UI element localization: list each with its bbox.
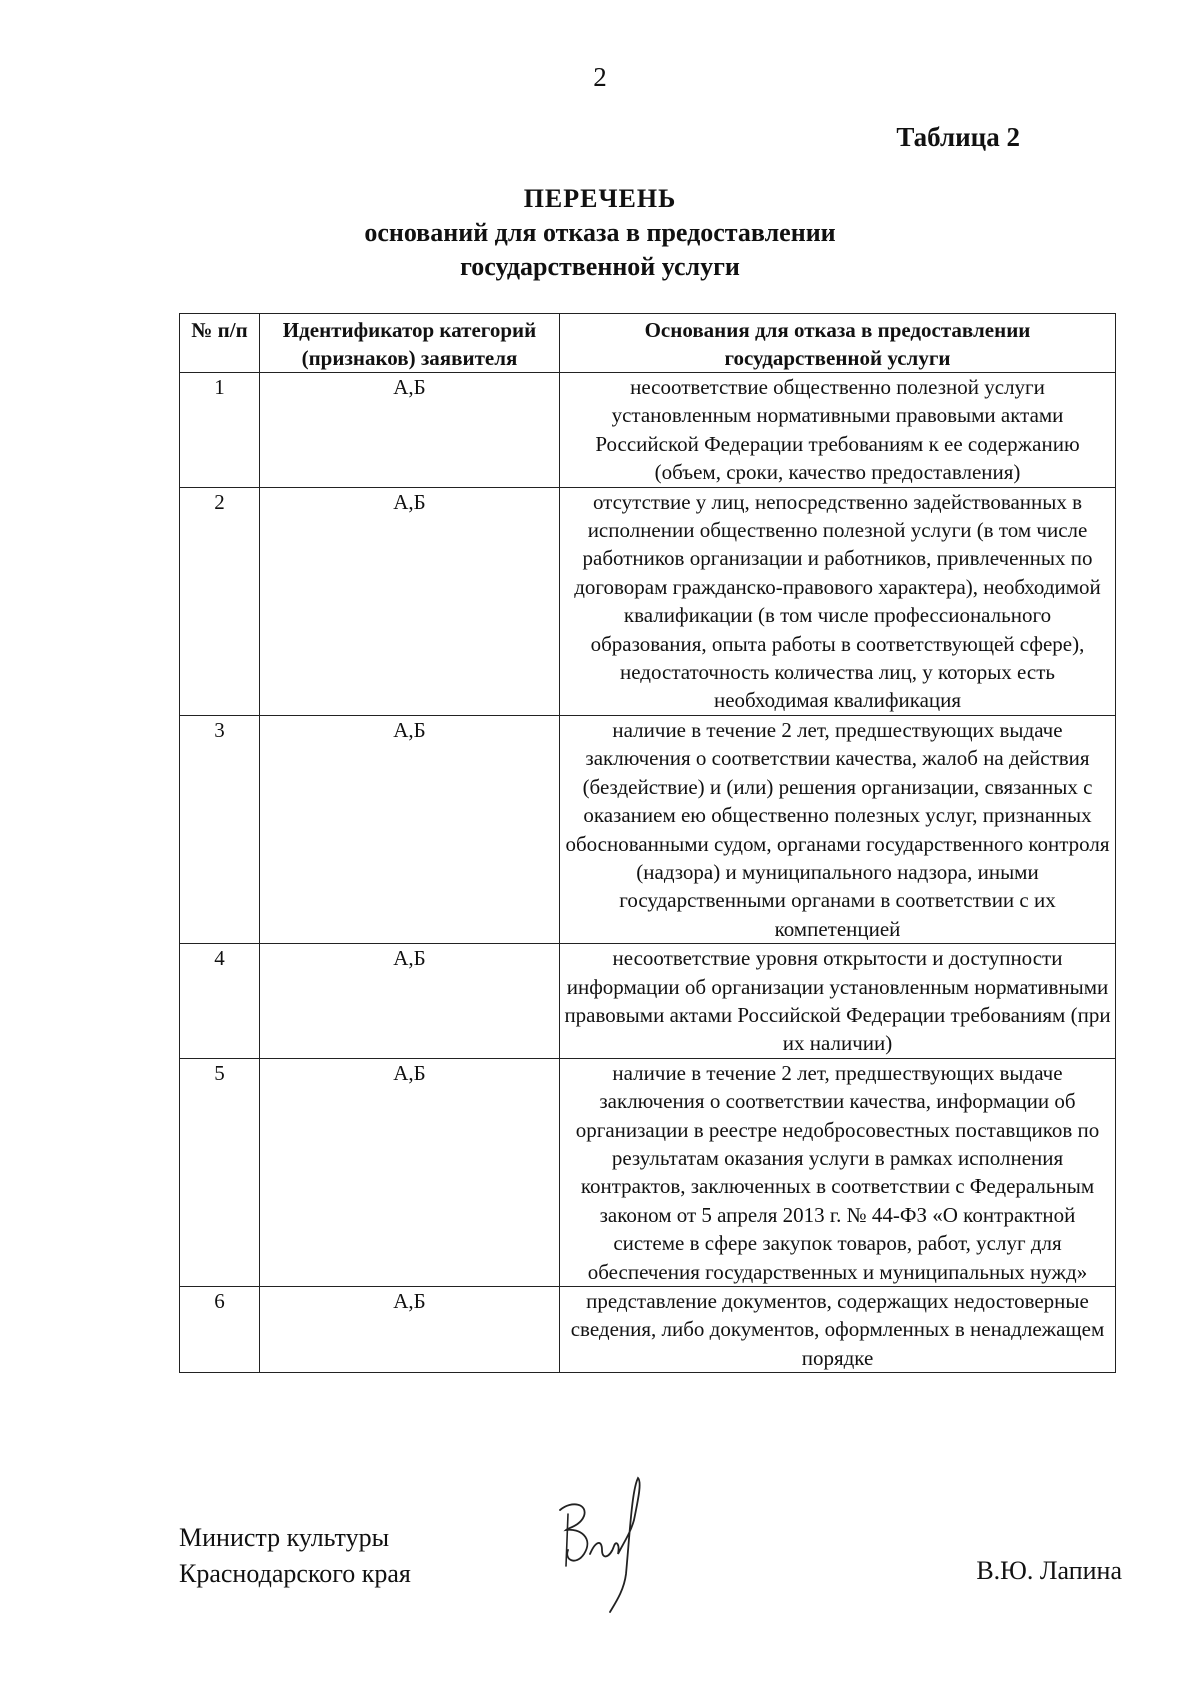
row-identifier: А,Б <box>260 1058 560 1286</box>
row-reason: несоответствие уровня открытости и доступности информации об организации установленным нормативными правовыми актами Российской Федерации требованиям (при их наличии) <box>560 944 1116 1059</box>
row-identifier: А,Б <box>260 944 560 1059</box>
table-label: Таблица 2 <box>896 122 1020 152</box>
row-identifier: А,Б <box>260 715 560 943</box>
row-num: 4 <box>180 944 260 1059</box>
grounds-table <box>179 313 1116 1373</box>
position-line-1: Министр культуры <box>179 1523 390 1552</box>
row-num: 2 <box>180 487 260 715</box>
heading-title: ПЕРЕЧЕНЬ <box>523 184 677 213</box>
row-num: 5 <box>180 1058 260 1286</box>
row-num: 3 <box>180 715 260 943</box>
row-reason: отсутствие у лиц, непосредственно задействованных в исполнении общественно полезной услуги (в том числе работников организации и работников, привлеченных по договорам гражданско-правового характера), необходимой квалификации (в том числе профессионального образования, опыта работы в соответствующей сфере), недостаточность количества лиц, у которых есть необходимая квалификация <box>560 487 1116 715</box>
header-identifier: Идентификатор категорий (признаков) заявителя <box>260 314 560 373</box>
row-identifier: А,Б <box>260 1287 560 1373</box>
row-reason: наличие в течение 2 лет, предшествующих выдаче заключения о соответствии качества, жалоб на действия (бездействие) и (или) решения организации, связанных с оказанием ею общественно полезных услуг, признанных обоснованными судом, органами государственного контроля (надзора) и муниципального надзора, иными государственными органами в соответствии с их компетенцией <box>560 715 1116 943</box>
header-reason: Основания для отказа в предоставлении государственной услуги <box>560 314 1116 373</box>
heading-line-1: оснований для отказа в предоставлении <box>364 218 836 247</box>
table-header-row <box>180 314 1116 373</box>
header-num: № п/п <box>180 314 260 373</box>
signatory-position <box>179 1520 411 1592</box>
handwritten-signature <box>550 1470 660 1620</box>
table-row <box>180 487 1116 715</box>
row-reason: представление документов, содержащих недостоверные сведения, либо документов, оформленных в ненадлежащем порядке <box>560 1287 1116 1373</box>
table-row <box>180 373 1116 488</box>
table-row <box>180 715 1116 943</box>
row-num: 6 <box>180 1287 260 1373</box>
page-number: 2 <box>593 62 607 92</box>
table-row <box>180 1287 1116 1373</box>
heading-line-2: государственной услуги <box>460 252 740 281</box>
row-reason: наличие в течение 2 лет, предшествующих выдаче заключения о соответствии качества, информации об организации в реестре недобросовестных поставщиков по результатам оказания услуги в рамках исполнения контрактов, заключенных в соответствии с Федеральным законом от 5 апреля 2013 г. № 44-ФЗ «О контрактной системе в сфере закупок товаров, работ, услуг для обеспечения государственных и муниципальных нужд» <box>560 1058 1116 1286</box>
document-heading <box>0 182 1200 284</box>
signatory-name: В.Ю. Лапина <box>976 1556 1122 1585</box>
row-num: 1 <box>180 373 260 488</box>
table-row <box>180 1058 1116 1286</box>
position-line-2: Краснодарского края <box>179 1559 411 1588</box>
row-reason: несоответствие общественно полезной услуги установленным нормативными правовыми актами Российской Федерации требованиям к ее содержанию (объем, сроки, качество предоставления) <box>560 373 1116 488</box>
row-identifier: А,Б <box>260 373 560 488</box>
row-identifier: А,Б <box>260 487 560 715</box>
table-row <box>180 944 1116 1059</box>
